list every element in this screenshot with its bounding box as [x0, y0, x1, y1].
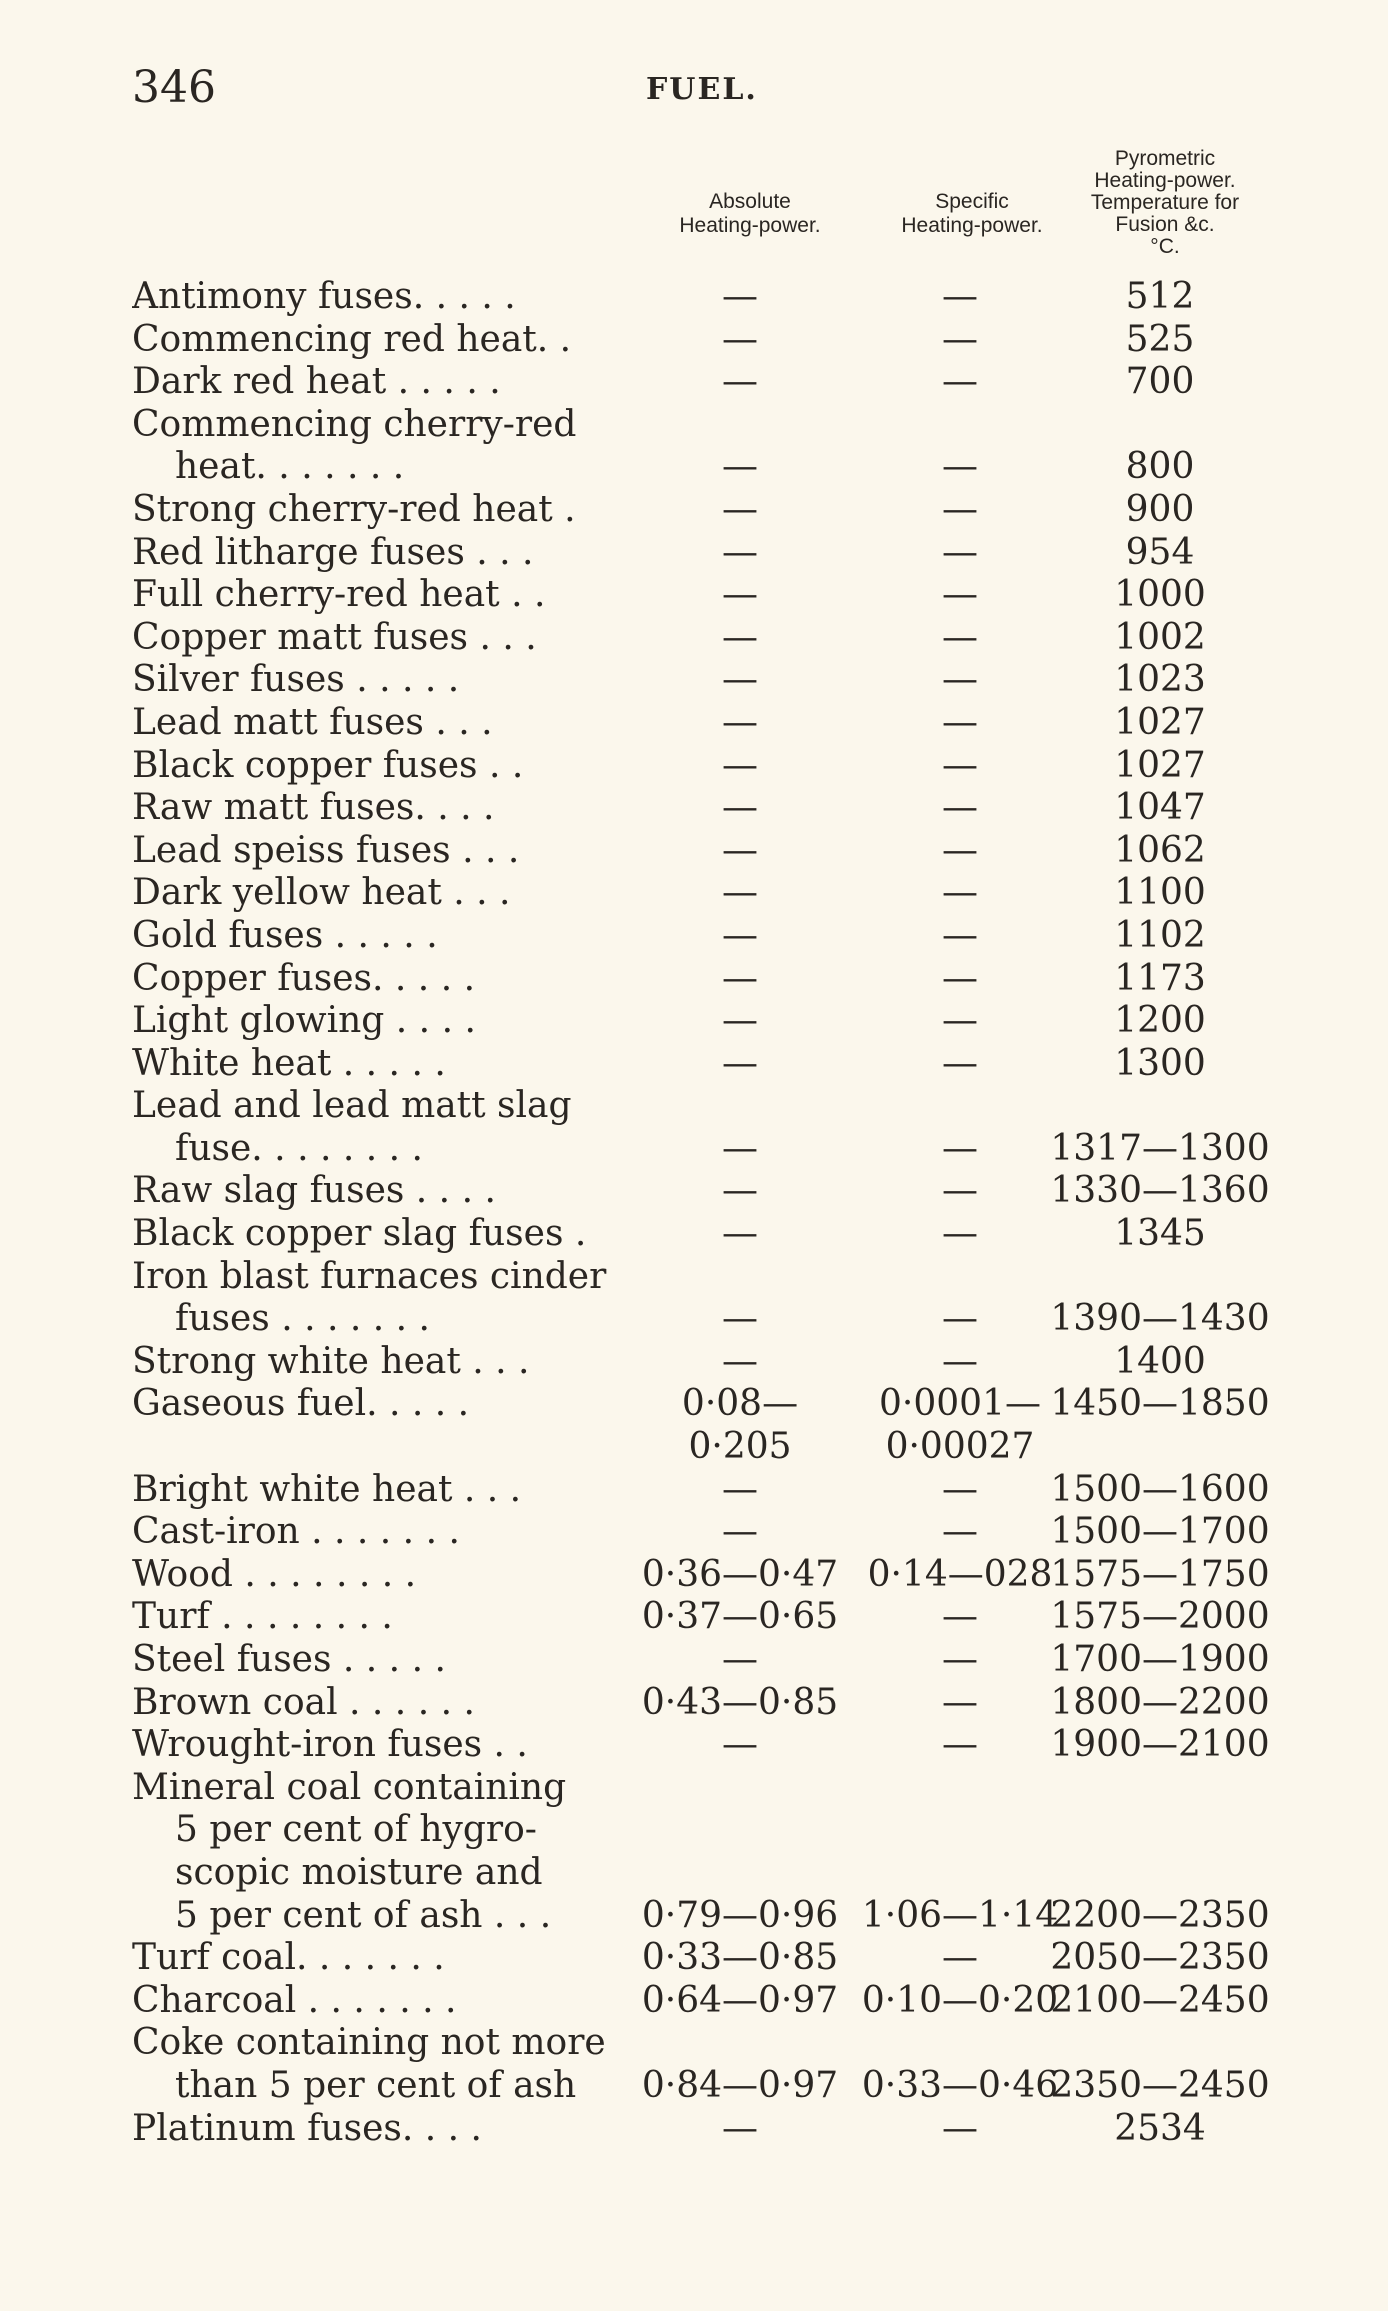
table-row [0, 702, 1388, 745]
table-row [0, 1213, 1388, 1256]
pyrometric-temperature-value: 2350—2450 [1050, 2064, 1270, 2106]
specific-heating-power-value: 0·33—0·46 [861, 2064, 1059, 2106]
specific-heating-power-value: — [942, 616, 978, 658]
pyrometric-temperature-value: 1400 [1114, 1340, 1206, 1382]
absolute-heating-power-value: — [722, 914, 758, 956]
pyrometric-temperature-value: 1317—1300 [1050, 1127, 1270, 1169]
row-label: 5 per cent of hygro- [175, 1809, 537, 1851]
absolute-heating-power-value: — [722, 1000, 758, 1042]
row-label: Mineral coal containing [132, 1766, 567, 1808]
row-label: Coke containing not more [132, 2022, 606, 2064]
absolute-heating-power-value: — [722, 488, 758, 530]
table-row [0, 830, 1388, 873]
table-row [0, 1128, 1388, 1171]
specific-heating-power-value: — [942, 1000, 978, 1042]
row-label: Cast-iron . . . . . . . [132, 1511, 460, 1553]
table-row [0, 1383, 1388, 1426]
row-label: Dark yellow heat . . . [132, 872, 511, 914]
pyrometric-temperature-value: 1330—1360 [1050, 1170, 1270, 1212]
absolute-heating-power-value: 0·33—0·85 [641, 1937, 839, 1979]
specific-heating-power-value: — [942, 531, 978, 573]
pyrometric-temperature-value: 1027 [1114, 701, 1206, 743]
header-specific-heating-power: Specific Heating-power. [901, 190, 1043, 237]
absolute-heating-power-value: — [722, 2107, 758, 2149]
table-row [0, 446, 1388, 489]
absolute-heating-power-value: — [722, 957, 758, 999]
table-row [0, 574, 1388, 617]
header-pyrometric-heating-power: Pyrometric Heating-power. Temperature for Fusion &c. °C. [1090, 147, 1240, 258]
table-row [0, 872, 1388, 915]
table-row [0, 1682, 1388, 1725]
table-row [0, 2065, 1388, 2108]
absolute-heating-power-value: — [722, 1639, 758, 1680]
row-label: Turf . . . . . . . . [132, 1596, 393, 1638]
table-row [0, 1469, 1388, 1512]
pyrometric-temperature-value: 2050—2350 [1050, 1937, 1270, 1979]
row-label: Charcoal . . . . . . . [132, 1979, 457, 2021]
table-row [0, 1554, 1388, 1597]
pyrometric-temperature-value: 1390—1430 [1050, 1298, 1270, 1340]
absolute-heating-power-value: 0·36—0·47 [641, 1553, 839, 1595]
specific-heating-power-value: — [942, 744, 978, 786]
specific-heating-power-value: — [942, 1639, 978, 1680]
row-label: Gaseous fuel. . . . . [132, 1383, 470, 1425]
table-row [0, 1980, 1388, 2023]
specific-heating-power-value: — [942, 957, 978, 999]
absolute-heating-power-value: — [722, 1213, 758, 1255]
running-title: FUEL. [646, 72, 758, 107]
absolute-heating-power-value: — [722, 872, 758, 914]
row-label: Turf coal. . . . . . . [132, 1937, 445, 1979]
absolute-heating-power-value: — [722, 616, 758, 658]
row-label: Raw slag fuses . . . . [132, 1170, 496, 1212]
absolute-heating-power-value: 0·08— [681, 1383, 799, 1425]
pyrometric-temperature-value: 1900—2100 [1050, 1724, 1270, 1766]
specific-heating-power-value: — [942, 1724, 978, 1766]
specific-heating-power-value: — [942, 1596, 978, 1638]
pyrometric-temperature-value: 1700—1900 [1050, 1639, 1270, 1680]
table-row [0, 276, 1388, 319]
table-row [0, 1000, 1388, 1043]
table-row [0, 319, 1388, 362]
table-row [0, 532, 1388, 575]
row-label: Iron blast furnaces cinder [132, 1255, 607, 1297]
absolute-heating-power-value: — [722, 1340, 758, 1382]
pyrometric-temperature-value: 1800—2200 [1050, 1681, 1270, 1723]
pyrometric-temperature-value: 1027 [1114, 744, 1206, 786]
pyrometric-temperature-value: 1345 [1114, 1213, 1206, 1255]
table-row [0, 787, 1388, 830]
absolute-heating-power-value: 0·64—0·97 [641, 1979, 839, 2021]
pyrometric-temperature-value: 1047 [1114, 787, 1206, 829]
specific-heating-power-value: — [942, 1340, 978, 1382]
absolute-heating-power-value: — [722, 318, 758, 360]
table-row [0, 2022, 1388, 2065]
pyrometric-temperature-value: 1450—1850 [1050, 1383, 1270, 1425]
table-row [0, 1511, 1388, 1554]
row-label: Lead matt fuses . . . [132, 701, 493, 743]
row-label: Commencing cherry-red [132, 403, 577, 445]
absolute-heating-power-value: — [722, 659, 758, 701]
specific-heating-power-value: — [942, 1937, 978, 1979]
specific-heating-power-value: — [942, 1213, 978, 1255]
pyrometric-temperature-value: 512 [1125, 276, 1195, 317]
pyrometric-temperature-value: 1173 [1114, 957, 1206, 999]
row-label: Strong white heat . . . [132, 1340, 530, 1382]
absolute-heating-power-value: — [722, 1298, 758, 1340]
specific-heating-power-value: — [942, 701, 978, 743]
pyrometric-temperature-value: 1500—1600 [1050, 1468, 1270, 1510]
absolute-heating-power-value: — [722, 1511, 758, 1553]
specific-heating-power-value: — [942, 872, 978, 914]
table-row [0, 1809, 1388, 1852]
row-label: Lead speiss fuses . . . [132, 829, 520, 871]
row-label: Black copper fuses . . [132, 744, 524, 786]
pyrometric-temperature-value: 1200 [1114, 1000, 1206, 1042]
table-row [0, 1170, 1388, 1213]
pyrometric-temperature-value: 1000 [1114, 574, 1206, 616]
specific-heating-power-value: 1·06—1·14 [861, 1894, 1059, 1936]
pyrometric-temperature-value: 1102 [1114, 914, 1206, 956]
row-label: fuses . . . . . . . [175, 1298, 430, 1340]
row-label: heat. . . . . . . [175, 446, 405, 488]
table-row [0, 2108, 1388, 2151]
absolute-heating-power-value: — [722, 1468, 758, 1510]
pyrometric-temperature-value: 1062 [1114, 829, 1206, 871]
absolute-heating-power-value: — [722, 1042, 758, 1084]
table-row [0, 1852, 1388, 1895]
absolute-heating-power-value: — [722, 829, 758, 871]
row-label: Platinum fuses. . . . [132, 2107, 482, 2149]
table-row [0, 1895, 1388, 1938]
absolute-heating-power-value: 0·43—0·85 [641, 1681, 839, 1723]
table-row [0, 1256, 1388, 1299]
pyrometric-temperature-value: 1575—2000 [1050, 1596, 1270, 1638]
absolute-heating-power-value: — [722, 531, 758, 573]
pyrometric-temperature-value: 1023 [1114, 659, 1206, 701]
table-row [0, 1298, 1388, 1341]
row-label: Full cherry-red heat . . [132, 574, 546, 616]
absolute-heating-power-value: — [722, 276, 758, 317]
pyrometric-temperature-value: 1300 [1114, 1042, 1206, 1084]
absolute-heating-power-value: 0·84—0·97 [641, 2064, 839, 2106]
absolute-heating-power-value: 0·205 [688, 1426, 792, 1468]
row-label: Gold fuses . . . . . [132, 914, 438, 956]
table-row [0, 1426, 1388, 1469]
specific-heating-power-value: — [942, 829, 978, 871]
row-label: Steel fuses . . . . . [132, 1639, 446, 1680]
pyrometric-temperature-value: 800 [1125, 446, 1195, 488]
absolute-heating-power-value: — [722, 744, 758, 786]
specific-heating-power-value: 0·10—0·20 [861, 1979, 1059, 2021]
pyrometric-temperature-value: 2100—2450 [1050, 1979, 1270, 2021]
absolute-heating-power-value: — [722, 446, 758, 488]
row-label: 5 per cent of ash . . . [175, 1894, 552, 1936]
row-label: Light glowing . . . . [132, 1000, 476, 1042]
specific-heating-power-value: — [942, 1127, 978, 1169]
page-number: 346 [132, 62, 216, 113]
specific-heating-power-value: — [942, 1170, 978, 1212]
pyrometric-temperature-value: 2534 [1114, 2107, 1206, 2149]
specific-heating-power-value: — [942, 318, 978, 360]
absolute-heating-power-value: — [722, 1127, 758, 1169]
specific-heating-power-value: — [942, 1042, 978, 1084]
table-row [0, 1639, 1388, 1682]
table-row [0, 1043, 1388, 1086]
table-row [0, 489, 1388, 532]
specific-heating-power-value: — [942, 1511, 978, 1553]
table-row [0, 745, 1388, 788]
specific-heating-power-value: — [942, 914, 978, 956]
row-label: than 5 per cent of ash [175, 2064, 577, 2106]
row-label: scopic moisture and [175, 1851, 543, 1893]
pyrometric-temperature-value: 900 [1125, 488, 1195, 530]
row-label: Brown coal . . . . . . [132, 1681, 475, 1723]
row-label: Copper matt fuses . . . [132, 616, 537, 658]
specific-heating-power-value: — [942, 574, 978, 616]
row-label: Silver fuses . . . . . [132, 659, 460, 701]
row-label: Wood . . . . . . . . [132, 1553, 417, 1595]
pyrometric-temperature-value: 1002 [1114, 616, 1206, 658]
row-label: Copper fuses. . . . . [132, 957, 476, 999]
row-label: Strong cherry-red heat . [132, 488, 576, 530]
absolute-heating-power-value: — [722, 1724, 758, 1766]
pyrometric-temperature-value: 1100 [1114, 872, 1206, 914]
specific-heating-power-value: — [942, 488, 978, 530]
row-label: Antimony fuses. . . . . [132, 276, 516, 317]
table-row [0, 1596, 1388, 1639]
row-label: Raw matt fuses. . . . [132, 787, 495, 829]
absolute-heating-power-value: — [722, 361, 758, 403]
header-absolute-heating-power: Absolute Heating-power. [679, 190, 821, 237]
pyrometric-temperature-value: 2200—2350 [1050, 1894, 1270, 1936]
pyrometric-temperature-value: 1575—1750 [1050, 1553, 1270, 1595]
row-label: Dark red heat . . . . . [132, 361, 501, 403]
pyrometric-temperature-value: 1500—1700 [1050, 1511, 1270, 1553]
table-row [0, 915, 1388, 958]
row-label: Bright white heat . . . [132, 1468, 522, 1510]
table-row [0, 1767, 1388, 1810]
specific-heating-power-value: — [942, 446, 978, 488]
row-label: Commencing red heat. . [132, 318, 572, 360]
row-label: fuse. . . . . . . . [175, 1127, 423, 1169]
specific-heating-power-value: — [942, 1298, 978, 1340]
specific-heating-power-value: 0·0001— [879, 1383, 1041, 1425]
absolute-heating-power-value: 0·79—0·96 [641, 1894, 839, 1936]
specific-heating-power-value: — [942, 787, 978, 829]
fuel-temperature-table [0, 276, 1388, 2150]
specific-heating-power-value: — [942, 276, 978, 317]
specific-heating-power-value: — [942, 361, 978, 403]
absolute-heating-power-value: 0·37—0·65 [641, 1596, 839, 1638]
row-label: White heat . . . . . [132, 1042, 446, 1084]
table-row [0, 1341, 1388, 1384]
specific-heating-power-value: — [942, 2107, 978, 2149]
row-label: Black copper slag fuses . [132, 1213, 587, 1255]
specific-heating-power-value: 0·14—028 [867, 1553, 1053, 1595]
specific-heating-power-value: — [942, 1468, 978, 1510]
table-row [0, 659, 1388, 702]
row-label: Wrought-iron fuses . . [132, 1724, 528, 1766]
absolute-heating-power-value: — [722, 701, 758, 743]
table-row [0, 404, 1388, 447]
row-label: Red litharge fuses . . . [132, 531, 534, 573]
specific-heating-power-value: 0·00027 [885, 1426, 1035, 1468]
absolute-heating-power-value: — [722, 1170, 758, 1212]
table-row [0, 1724, 1388, 1767]
table-row [0, 1937, 1388, 1980]
absolute-heating-power-value: — [722, 787, 758, 829]
specific-heating-power-value: — [942, 1681, 978, 1723]
table-row [0, 958, 1388, 1001]
table-row [0, 617, 1388, 660]
pyrometric-temperature-value: 954 [1125, 531, 1195, 573]
pyrometric-temperature-value: 525 [1125, 318, 1195, 360]
absolute-heating-power-value: — [722, 574, 758, 616]
row-label: Lead and lead matt slag [132, 1085, 572, 1127]
pyrometric-temperature-value: 700 [1125, 361, 1195, 403]
table-row [0, 361, 1388, 404]
specific-heating-power-value: — [942, 659, 978, 701]
table-row [0, 1085, 1388, 1128]
